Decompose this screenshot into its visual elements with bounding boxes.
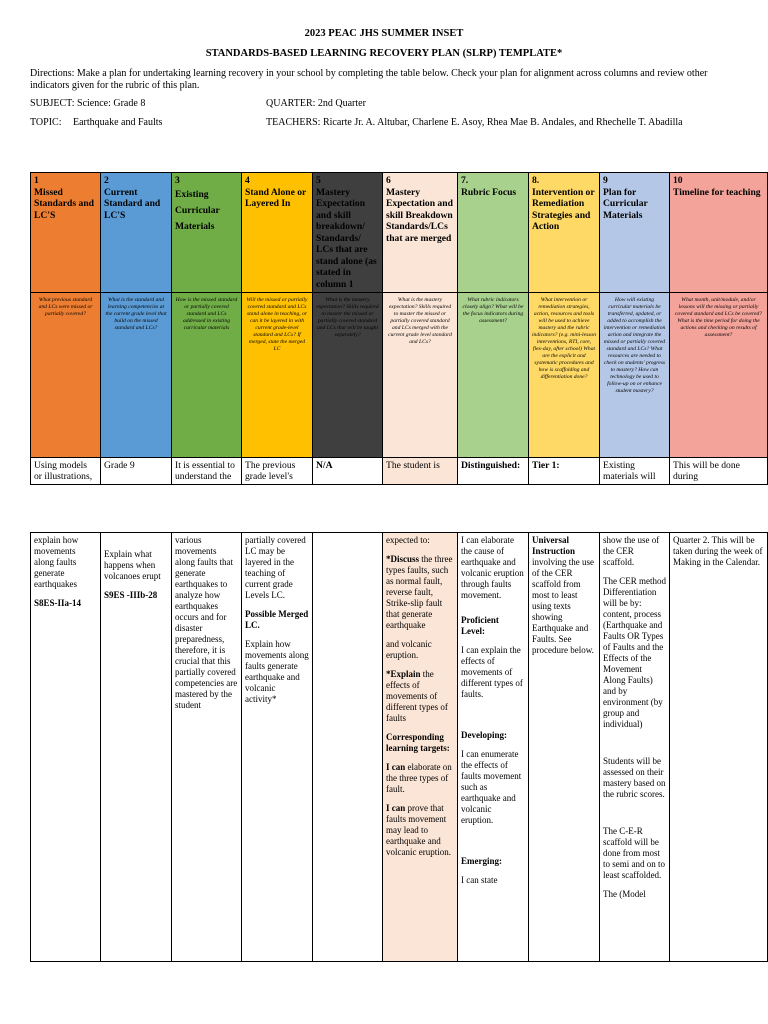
guide-question-4: Will the missed or partially covered standard and LCs stand alone in teaching, or can it be layered in with current grade-level standard and LCs? If merged, state the merged LC bbox=[242, 293, 313, 458]
template-title: STANDARDS-BASED LEARNING RECOVERY PLAN (SLRP) TEMPLATE* bbox=[205, 48, 563, 59]
row-cell-10: This will be done during bbox=[670, 458, 768, 485]
col-header-3: 3 Existing Curricular Materials bbox=[172, 173, 242, 293]
guide-question-row bbox=[31, 293, 768, 458]
quarter-label: QUARTER: 2nd Quarter bbox=[266, 98, 366, 109]
row-cell-1: Using models or illustrations, bbox=[31, 458, 101, 485]
col-header-4: 4 Stand Alone or Layered In bbox=[242, 173, 313, 293]
missed-lc-text: explain how movements along faults generate earthquakes bbox=[34, 535, 79, 589]
guide-question-10: What month, unit/module, and/or lessons will the missing or partially covered standard and LCs be covered? What is the time period for doing the actions and checking on results of assessment? bbox=[670, 293, 768, 458]
guide-question-7: What rubric indicators closely align? What will be the focus indicators during assessment? bbox=[458, 293, 529, 458]
cont-cell-2 bbox=[101, 533, 172, 962]
guide-question-8: What intervention or remediation strategies, action, resources and tools will be used to achieve mastery and the rubric indicators? (e.g. mini-lesson interventions, RTI, core, flex-day, after school) What are the explicit and systematic procedures and how is scaffolding and differentiation done? bbox=[529, 293, 600, 458]
topic-value: Earthquake and Faults bbox=[73, 117, 163, 128]
col-header-2: 2 Current Standard and LC'S bbox=[101, 173, 172, 293]
universal-instruction-label: Universal Instruction bbox=[532, 535, 576, 556]
col-header-10: 10 Timeline for teaching bbox=[670, 173, 768, 293]
developing-text: I can enumerate the effects of faults movement such as earthquake and volcanic eruption. bbox=[461, 749, 522, 825]
teachers-label: TEACHERS: Ricarte Jr. A. Altubar, Charlene E. Asoy, Rhea Mae B. Andales, and Rhechelle T. Abadilla bbox=[266, 117, 683, 128]
emerging-heading: Emerging: bbox=[461, 856, 502, 866]
expected-text: expected to: bbox=[386, 535, 430, 545]
row-cell-8: Tier 1: bbox=[529, 458, 600, 485]
row-cell-2: Grade 9 bbox=[101, 458, 172, 485]
header-row bbox=[31, 173, 768, 293]
volcanic-text: and volcanic eruption. bbox=[386, 639, 432, 660]
cont-cell-9 bbox=[600, 533, 670, 962]
cont-cell-8 bbox=[529, 533, 600, 962]
guide-question-2: What is the standard and learning competencies at the current grade level that build on the missed standard and LCs? bbox=[101, 293, 172, 458]
intervention-text: involving the use of the CER scaffold from most to least using texts showing Earthquake and Faults. See procedure below. bbox=[532, 557, 594, 655]
row-cell-4: The previous grade level's bbox=[242, 458, 313, 485]
discuss-label: *Discuss bbox=[386, 554, 420, 564]
directions-line2: indicators given for the rubric of this plan. bbox=[30, 80, 200, 91]
col-header-8: 8. Intervention or Remediation Strategies and Action bbox=[529, 173, 600, 293]
proficient-text: I can explain the effects of movements of different types of faults. bbox=[461, 645, 523, 699]
explain-label: *Explain bbox=[386, 669, 421, 679]
topic-label: TOPIC: bbox=[30, 117, 62, 128]
content-row-continued bbox=[31, 533, 768, 962]
plan-text-5: The (Model bbox=[603, 889, 646, 899]
col-header-9: 9 Plan for Curricular Materials bbox=[600, 173, 670, 293]
document-title: 2023 PEAC JHS SUMMER INSET bbox=[304, 28, 464, 39]
developing-heading: Developing: bbox=[461, 730, 507, 740]
directions-line1: Directions: Make a plan for undertaking learning recovery in your school by completing the table below. Check your plan for alignment across columns and review other bbox=[30, 68, 708, 79]
learning-targets-heading: Corresponding learning targets: bbox=[386, 732, 450, 753]
row-cell-3: It is essential to understand the bbox=[172, 458, 242, 485]
plan-text-4: The C-E-R scaffold will be done from most to semi and on to least scaffolded. bbox=[603, 826, 665, 880]
subject-label: SUBJECT: Science: Grade 8 bbox=[30, 98, 146, 109]
merged-lc-text: Explain how movements along faults generate earthquake and volcanic activity* bbox=[245, 639, 309, 704]
cont-cell-3 bbox=[172, 533, 242, 962]
col-header-6: 6 Mastery Expectation and skill Breakdown Standards/LCs that are merged bbox=[383, 173, 458, 293]
discuss-text: the three types faults, such as normal fault, reverse fault, Strike-slip fault that generate earthquake bbox=[386, 554, 453, 630]
slrp-table-continued bbox=[30, 532, 768, 962]
layered-text: partially covered LC may be layered in the teaching of current grade Levels LC. bbox=[245, 535, 306, 600]
ican-text-1: elaborate on the three types of fault. bbox=[386, 762, 452, 794]
guide-question-1: What previous standard and LCs were missed or partially covered? bbox=[31, 293, 101, 458]
possible-merged-heading: Possible Merged LC. bbox=[245, 609, 309, 630]
distinguished-text: I can elaborate the cause of earthquake and volcanic eruption through faults movement. bbox=[461, 535, 524, 600]
plan-text-1: show the use of the CER scaffold. bbox=[603, 535, 660, 567]
cont-cell-5 bbox=[313, 533, 383, 962]
timeline-text: Quarter 2. This will be taken during the week of Making in the Calendar. bbox=[673, 535, 763, 567]
missed-lc-code: S8ES-IIa-14 bbox=[34, 598, 82, 608]
ican-label-1: I can bbox=[386, 762, 406, 772]
cont-cell-4 bbox=[242, 533, 313, 962]
row-cell-7: Distinguished: bbox=[458, 458, 529, 485]
slrp-table bbox=[30, 172, 768, 485]
row-cell-5: N/A bbox=[313, 458, 383, 485]
col-header-5: 5 Mastery Expectation and skill breakdown/ Standards/ LCs that are stand alone (as stated in column 1 bbox=[313, 173, 383, 293]
plan-text-3: Students will be assessed on their mastery based on the rubric scores. bbox=[603, 756, 666, 799]
ican-label-2: I can bbox=[386, 803, 406, 813]
guide-question-9: How will existing curricular materials be transferred, updated, or added to accomplish the intervention or remediation action and integrate the missed or partially covered standard and LCs? What resources are needed to check on students' progress to mastery? How can technology be used to follow-up on or enhance student mastery? bbox=[600, 293, 670, 458]
guide-question-3: How is the missed standard or partially covered standard and LCs addressed in existing curricular materials bbox=[172, 293, 242, 458]
content-row-start bbox=[31, 458, 768, 485]
guide-question-6: What is the mastery expectation? Skills required to master the missed or partially covered standard and LCs merged with the current grade level standard and LCs? bbox=[383, 293, 458, 458]
cont-cell-10 bbox=[670, 533, 768, 962]
plan-text-2: The CER method Differentiation will be by: content, process (Earthquake and Faults OR Types of Faults and the Effects of the Movement Along Faults) and by environment (by group and individual) bbox=[603, 576, 666, 729]
col-header-1: 1 Missed Standards and LC'S bbox=[31, 173, 101, 293]
row-cell-6: The student is bbox=[383, 458, 458, 485]
col-header-7: 7. Rubric Focus bbox=[458, 173, 529, 293]
current-lc-text: Explain what happens when volcanoes erupt bbox=[104, 549, 161, 581]
existing-materials-text: various movements along faults that generate earthquakes to analyze how earthquakes occurs and for disaster preparedness, therefore, it is crucial that this partially covered competencies are mastered by the student bbox=[175, 535, 238, 710]
emerging-text: I can state bbox=[461, 875, 498, 885]
proficient-heading: Proficient Level: bbox=[461, 615, 499, 636]
cont-cell-1 bbox=[31, 533, 101, 962]
cont-cell-6 bbox=[383, 533, 458, 962]
ican-text-2: prove that faults movement may lead to earthquake and volcanic eruption. bbox=[386, 803, 451, 857]
explain-text: the effects of movements of different types of faults bbox=[386, 669, 448, 723]
guide-question-5: What is the mastery expectation? Skills required to master the missed or partially covered standard and LCs that will be taught separately? bbox=[313, 293, 383, 458]
cont-cell-7 bbox=[458, 533, 529, 962]
row-cell-9: Existing materials will bbox=[600, 458, 670, 485]
current-lc-code: S9ES -IIIb-28 bbox=[104, 590, 158, 600]
